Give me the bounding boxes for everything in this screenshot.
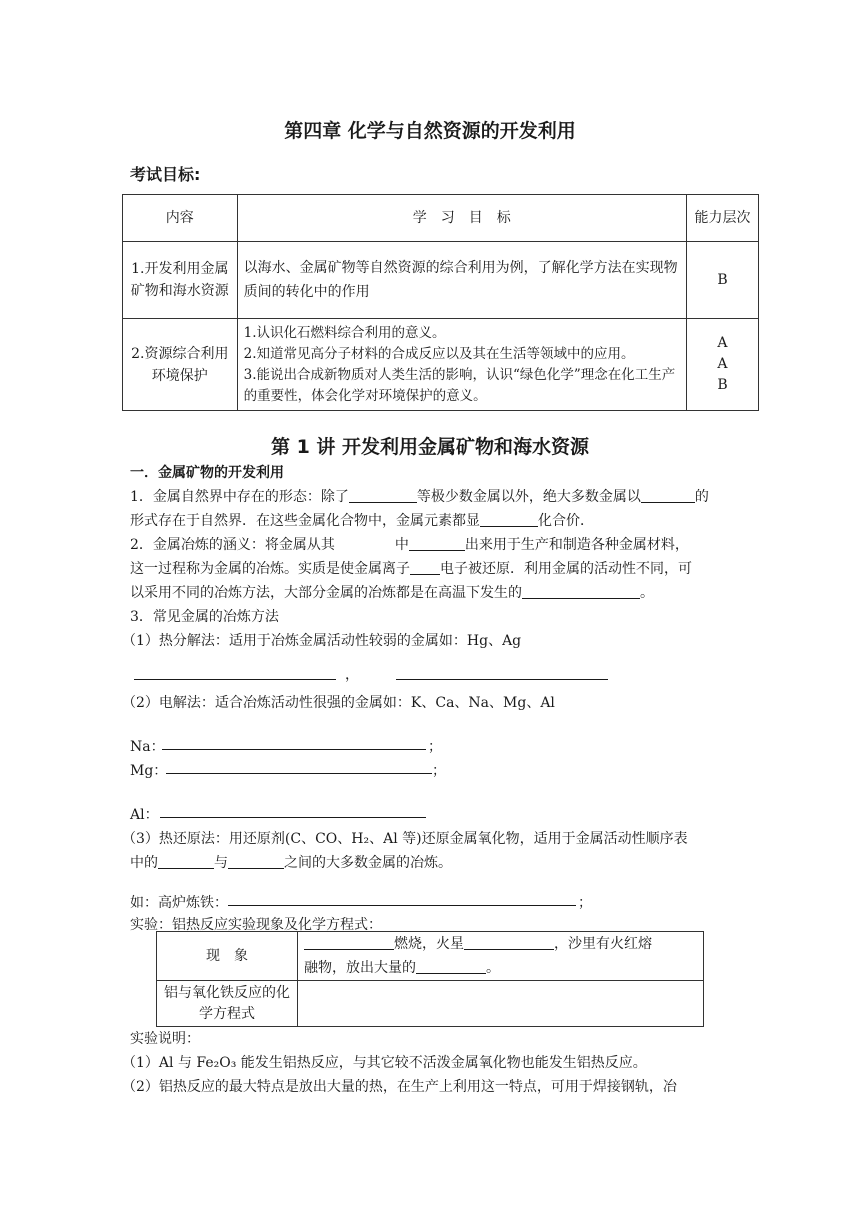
row2-goal-1: 1.认识化石燃料综合利用的意义。 bbox=[243, 324, 446, 341]
equation-label: 铝与氧化铁反应的化学方程式 bbox=[157, 981, 298, 1027]
row2-goals bbox=[237, 319, 686, 411]
row2-level-1: A bbox=[717, 335, 728, 351]
row1-content: 1.开发利用金属矿物和海水资源 bbox=[123, 242, 238, 319]
al-label: Al： bbox=[130, 807, 159, 823]
para3: 3．常见金属的冶炼方法 bbox=[130, 609, 279, 625]
para2-line2 bbox=[130, 558, 692, 578]
blank[interactable] bbox=[416, 959, 486, 974]
comma: ， bbox=[345, 667, 359, 683]
blank[interactable] bbox=[409, 536, 465, 551]
na-answer-line[interactable] bbox=[162, 749, 426, 750]
para2-text-f: 以采用不同的冶炼方法，大部分金属的冶炼都是在高温下发生的 bbox=[130, 585, 522, 601]
phenomenon-text-d: 。 bbox=[486, 960, 500, 976]
note-1: （1）Al 与 Fe₂O₃ 能发生铝热反应，与其它较不活泼金属氧化物也能发生铝热反应。 bbox=[122, 1055, 647, 1071]
row2-levels bbox=[686, 319, 758, 411]
goals-table bbox=[122, 194, 759, 411]
method3-text-b: 中的 bbox=[130, 855, 158, 871]
para1-text-d: 形式存在于自然界．在这些金属化合物中，金属元素都显 bbox=[130, 513, 480, 529]
phenomenon-text-a: 燃烧，火星 bbox=[394, 936, 464, 952]
chapter-title: 第四章 化学与自然资源的开发利用 bbox=[284, 120, 576, 142]
para1-line2 bbox=[130, 510, 594, 530]
al-answer-line[interactable] bbox=[160, 817, 426, 818]
para2-line3 bbox=[130, 582, 654, 602]
blank[interactable] bbox=[228, 854, 284, 869]
row2-goal-3: 3.能说出合成新物质对人类生活的影响，认识“绿色化学”理念在化工生产的重要性，体会化学对环境保护的意义。 bbox=[243, 366, 676, 404]
row2-level-3: B bbox=[717, 377, 728, 393]
row2-content: 2.资源综合利用 环境保护 bbox=[123, 319, 238, 411]
method3-text-c: 与 bbox=[214, 855, 228, 871]
para1-text-c: 的 bbox=[694, 489, 709, 505]
para1-line1 bbox=[130, 486, 709, 506]
answer-line[interactable] bbox=[134, 679, 336, 680]
phenomenon-label: 现 象 bbox=[157, 932, 298, 981]
blank[interactable] bbox=[641, 488, 695, 503]
method3-text-d: 之间的大多数金属的冶炼。 bbox=[284, 855, 452, 871]
note-2: （2）铝热反应的最大特点是放出大量的热，在生产上利用这一特点，可用于焊接钢轨，冶 bbox=[122, 1079, 677, 1095]
blank[interactable] bbox=[158, 854, 214, 869]
method3-line1: （3）热还原法：用还原剂(C、CO、H₂、Al 等)还原金属氧化物，适用于金属活动性顺序表 bbox=[122, 831, 688, 847]
header-level: 能力层次 bbox=[686, 195, 758, 242]
para2-text-c: 出来用于生产和制造各种金属材料， bbox=[464, 537, 689, 553]
para1-text-a: 1．金属自然界中存在的形态：除了 bbox=[130, 489, 349, 505]
lecture-title: 第 1 讲 开发利用金属矿物和海水资源 bbox=[270, 436, 590, 458]
para2-text-d: 这一过程称为金属的冶炼。实质是使金属离子 bbox=[130, 561, 410, 577]
blank[interactable] bbox=[304, 935, 394, 950]
row2-goal-2: 2.知道常见高分子材料的合成反应以及其在生活等领域中的应用。 bbox=[243, 345, 635, 362]
blank[interactable] bbox=[522, 584, 640, 599]
mg-label: Mg： bbox=[130, 763, 168, 779]
equation-answer-cell[interactable] bbox=[298, 981, 704, 1027]
blast-furnace-label: 如：高炉炼铁： bbox=[130, 895, 228, 911]
phenomenon-cell bbox=[298, 932, 704, 981]
notes-label: 实验说明： bbox=[130, 1031, 200, 1047]
method3-line2 bbox=[130, 852, 452, 872]
para2-text-b: 中 bbox=[394, 537, 409, 553]
method1: （1）热分解法：适用于冶炼金属活动性较弱的金属如：Hg、Ag bbox=[122, 633, 522, 649]
blast-furnace-semicolon: ； bbox=[578, 895, 592, 911]
phenomenon-text-b: ，沙里有火红熔 bbox=[554, 936, 652, 952]
mg-answer-line[interactable] bbox=[166, 773, 432, 774]
para2-text-a: 2．金属冶炼的涵义：将金属从其 bbox=[130, 537, 335, 553]
na-semicolon: ； bbox=[428, 739, 442, 755]
para1-text-b: 等极少数金属以外，绝大多数金属以 bbox=[416, 489, 641, 505]
blank[interactable] bbox=[480, 512, 538, 527]
blank[interactable] bbox=[464, 935, 554, 950]
para1-text-e: 化合价． bbox=[538, 513, 594, 529]
method2: （2）电解法：适合冶炼活动性很强的金属如：K、Ca、Na、Mg、Al bbox=[122, 695, 555, 711]
para2-text-e: 电子被还原．利用金属的活动性不同，可 bbox=[440, 561, 692, 577]
blank[interactable] bbox=[410, 560, 440, 575]
para2-text-g: 。 bbox=[640, 585, 654, 601]
phenomenon-text-c: 融物，放出大量的 bbox=[304, 960, 416, 976]
blast-furnace-answer-line[interactable] bbox=[228, 905, 576, 906]
section-heading: 一．金属矿物的开发利用 bbox=[130, 465, 284, 481]
answer-line[interactable] bbox=[396, 679, 608, 680]
mg-semicolon: ； bbox=[432, 763, 446, 779]
goals-heading: 考试目标: bbox=[130, 165, 201, 184]
row1-level: B bbox=[686, 242, 758, 319]
header-goal: 学 习 目 标 bbox=[237, 195, 686, 242]
para2-line1 bbox=[130, 534, 689, 554]
na-label: Na： bbox=[130, 739, 165, 755]
experiment-table bbox=[156, 931, 704, 1027]
header-content: 内容 bbox=[123, 195, 238, 242]
row1-goal: 以海水、金属矿物等自然资源的综合利用为例，了解化学方法在实现物质间的转化中的作用 bbox=[237, 242, 686, 319]
experiment-label: 实验：铝热反应实验现象及化学方程式： bbox=[130, 917, 382, 933]
row2-level-2: A bbox=[717, 356, 728, 372]
blank[interactable] bbox=[349, 488, 417, 503]
